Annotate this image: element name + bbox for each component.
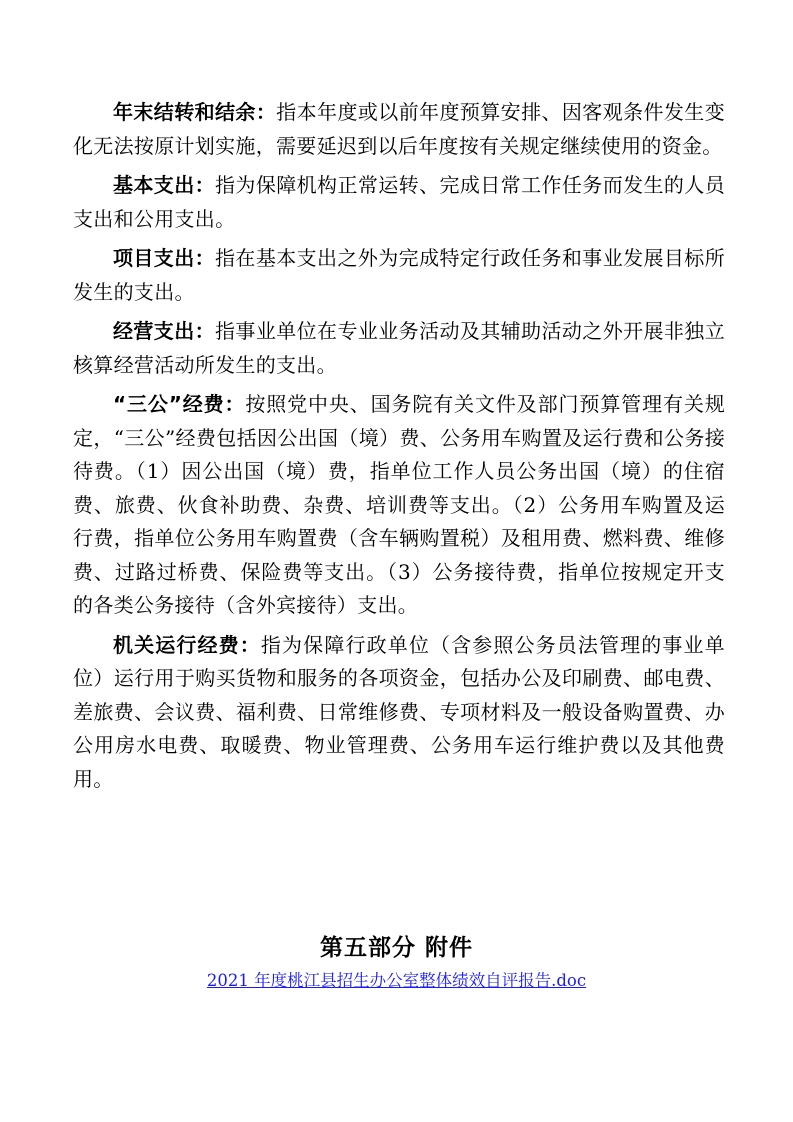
definition-text: 指在基本支出之外为完成特定行政任务和事业发展目标所发生的支出。: [73, 246, 726, 304]
definition-text: 指为保障行政单位（含参照公务员法管理的事业单位）运行用于购买货物和服务的各项资金，包括办公及印刷费、邮电费、差旅费、会议费、福利费、日常维修费、专项材料及一般设备购置费、办公用房水电费、取暖费、物业管理费、公务用车运行维护费以及其他费用。: [73, 632, 725, 791]
definition-three-public-funds: [73, 388, 725, 623]
definition-year-end-balance: [73, 96, 725, 163]
definition-text: 指本年度或以前年度预算安排、因客观条件发生变化无法按原计划实施，需要延迟到以后年度按有关规定继续使用的资金。: [73, 100, 725, 158]
definitions-section: [73, 96, 725, 802]
definition-office-operating-funds: [73, 629, 725, 797]
attachment-link[interactable]: 2021 年度桃江县招生办公室整体绩效自评报告.doc: [206, 971, 587, 990]
definition-basic-expenditure: [73, 169, 725, 236]
definition-project-expenditure: [73, 242, 725, 309]
definition-term: 机关运行经费：: [113, 632, 261, 657]
definition-text: 指为保障机构正常运转、完成日常工作任务而发生的人员支出和公用支出。: [73, 173, 726, 231]
definition-text: 按照党中央、国务院有关文件及部门预算管理有关规定，“三公”经费包括因公出国（境）费、公务用车购置及运行费和公务接待费。（1）因公出国（境）费，指单位工作人员公务出国（境）的住宿费、旅费、伙食补助费、杂费、培训费等支出。（2）公务用车购置及运行费，指单位公务用车购置费（含车辆购置税）及租用费、燃料费、维修费、过路过桥费、保险费等支出。（3）公务接待费，指单位按规定开支的各类公务接待（含外宾接待）支出。: [73, 392, 725, 617]
definition-text: 指事业单位在专业业务活动及其辅助活动之外开展非独立核算经营活动所发生的支出。: [73, 319, 726, 377]
definition-term: 经营支出：: [113, 319, 216, 343]
section-title: 第五部分 附件: [319, 935, 473, 961]
definition-term: 项目支出：: [113, 246, 216, 270]
definition-term: 年末结转和结余：: [113, 100, 277, 124]
definition-term: 基本支出：: [113, 173, 216, 197]
definition-term: “三公”经费：: [113, 392, 246, 416]
definition-operating-expenditure: [73, 315, 725, 382]
